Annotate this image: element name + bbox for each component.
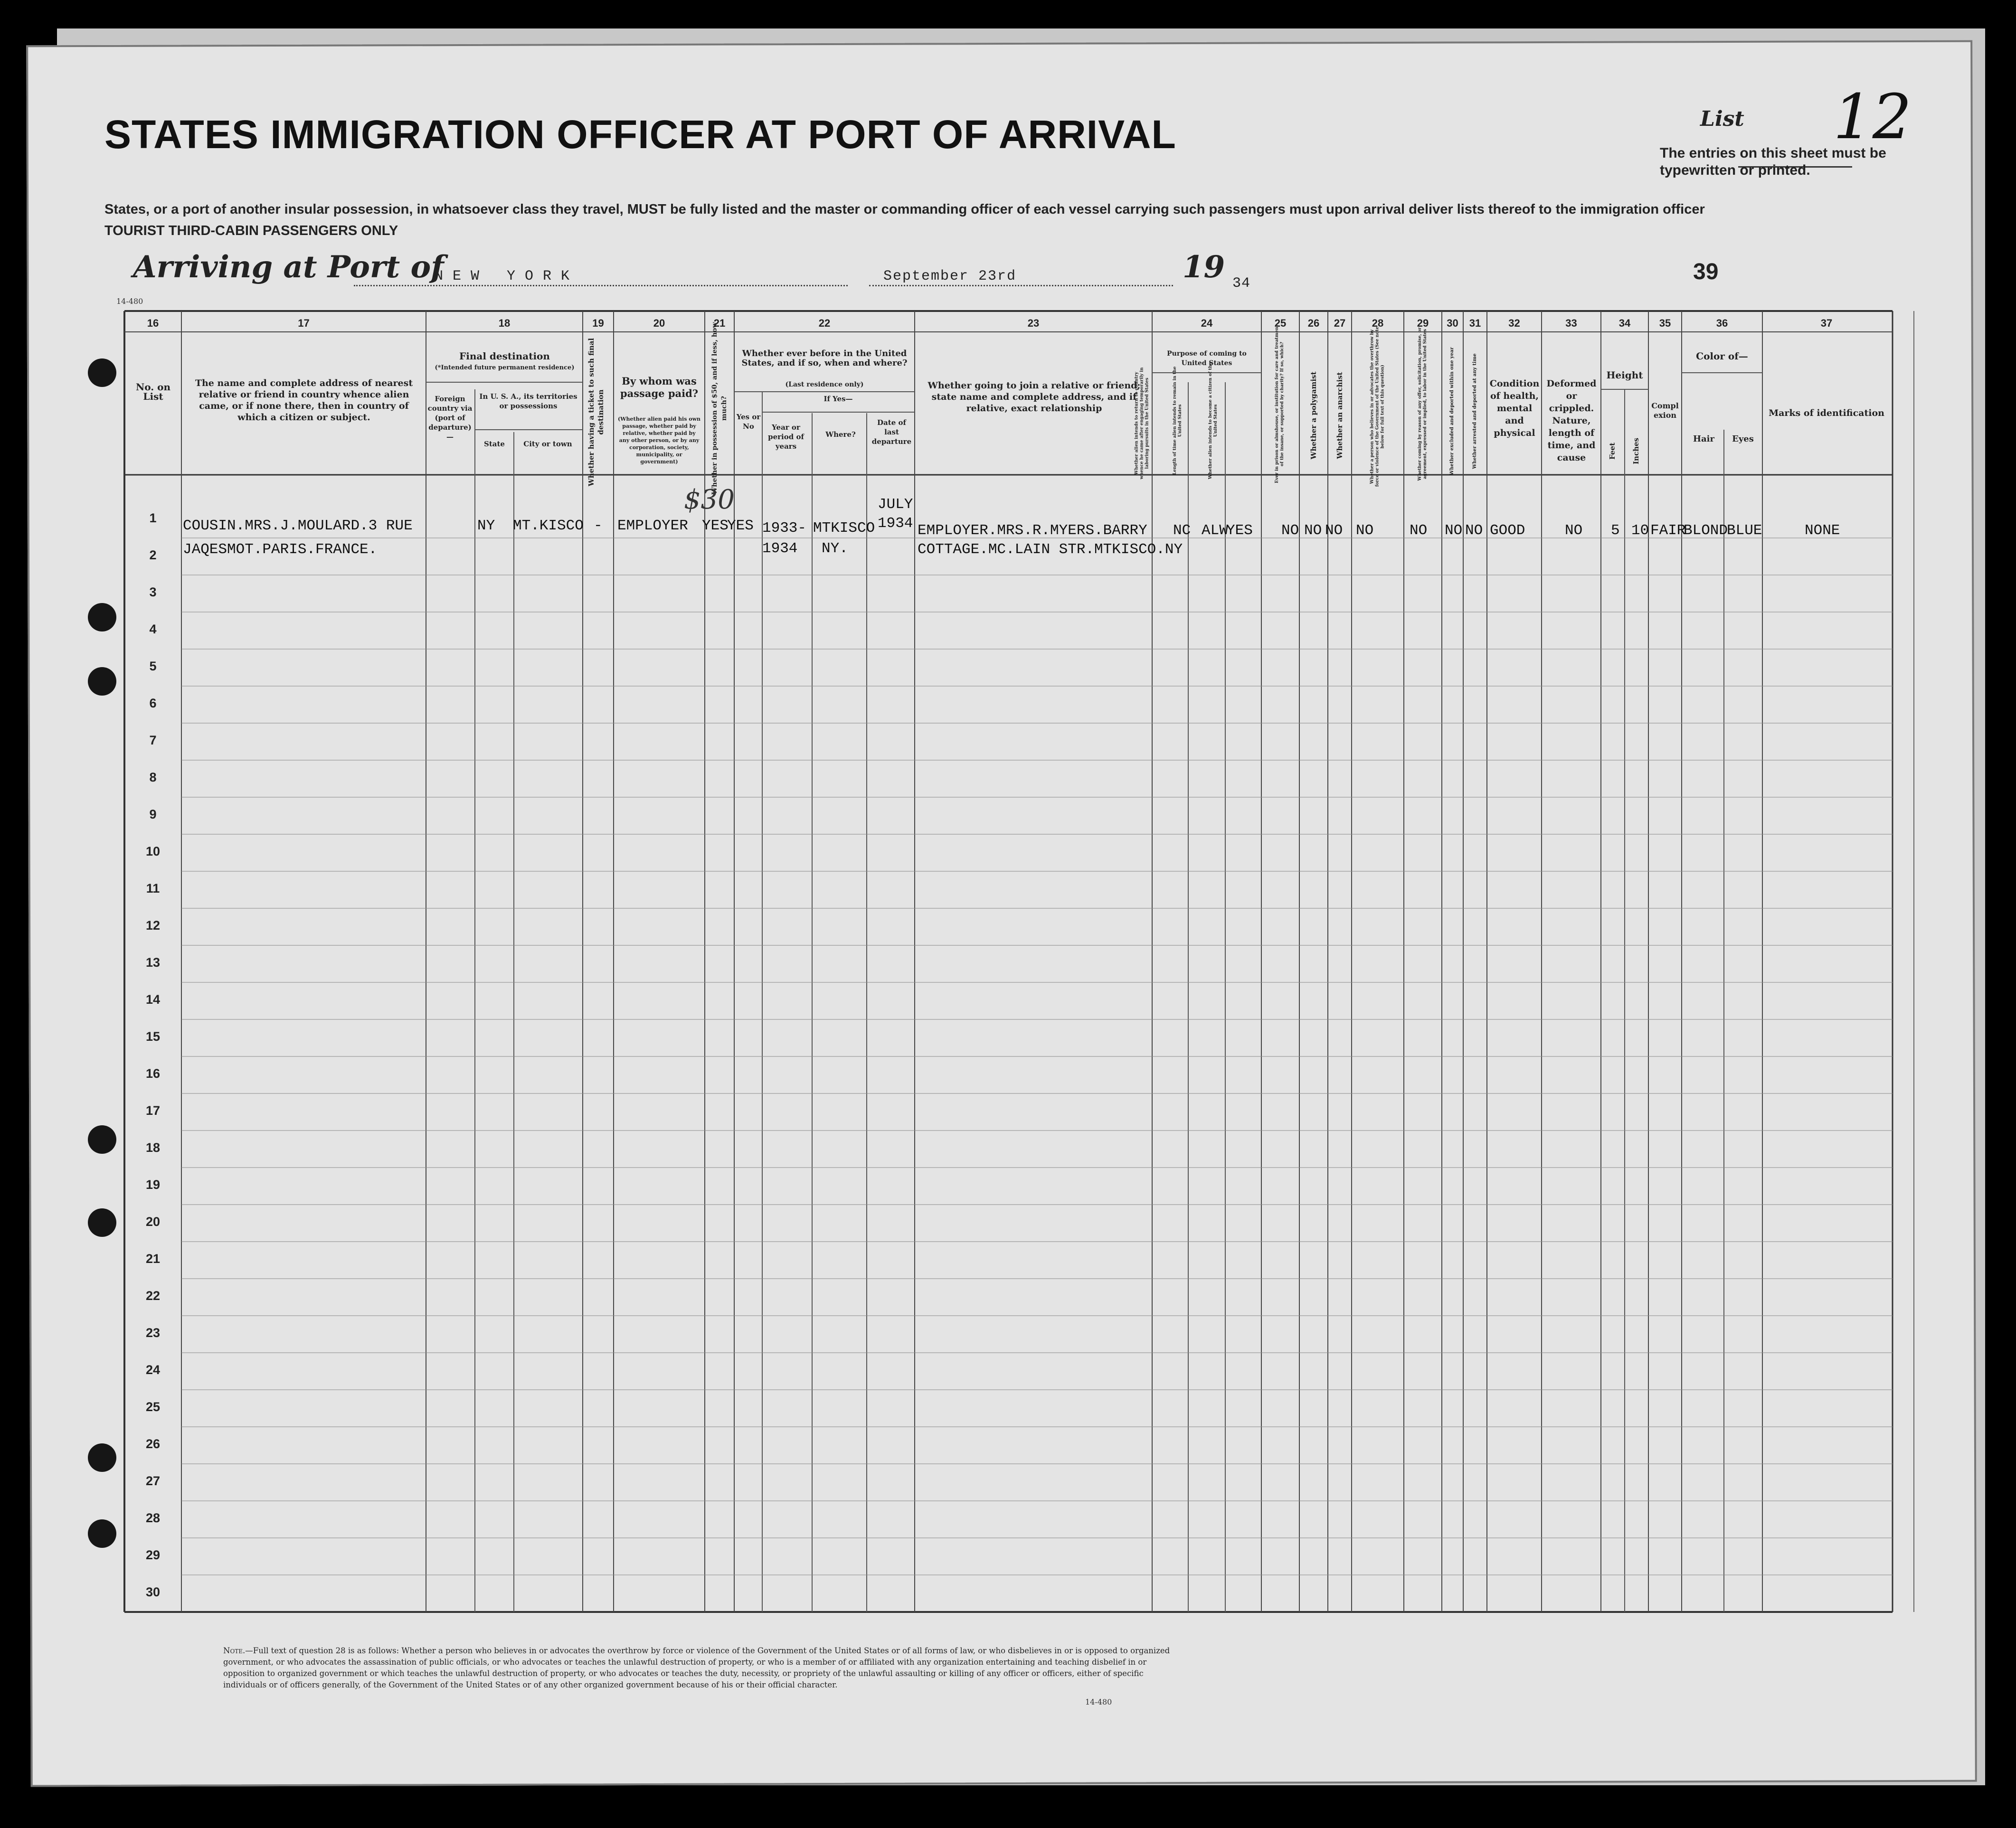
header-where: Where? xyxy=(825,430,856,439)
header-possession-50: Whether in possession of $50, and if less, how much? xyxy=(711,322,728,495)
entry-money-handwritten: $30 xyxy=(684,484,735,515)
row-number: 2 xyxy=(149,548,157,562)
row-number: 15 xyxy=(145,1029,161,1044)
header-intends-citizen: Whether alien intends to become a citizen of the United States xyxy=(1208,362,1218,480)
row-number: 24 xyxy=(145,1363,161,1377)
entry-length-stay: ALW xyxy=(1202,522,1228,539)
entry-return-country: NC xyxy=(1173,522,1191,539)
entry-where-line1: MTKISCO xyxy=(813,520,875,537)
arriving-label: Arriving at Port of xyxy=(133,249,444,285)
entry-deformed: NO xyxy=(1565,522,1583,539)
entry-departure-line1: JULY xyxy=(878,496,913,513)
entry-complexion: FAIR xyxy=(1650,522,1686,539)
col-num-16: 16 xyxy=(147,317,159,329)
header-in-usa: In U. S. A., its territories or possessions xyxy=(479,392,577,410)
header-height: Height xyxy=(1606,369,1643,381)
entry-state: NY xyxy=(477,518,495,534)
row-number: 11 xyxy=(146,881,160,895)
row-number: 23 xyxy=(145,1326,161,1340)
header-color-of: Color of— xyxy=(1696,350,1748,362)
entry-feet: 5 xyxy=(1611,522,1620,539)
header-last-residence-note: (Last residence only) xyxy=(785,381,864,388)
header-labor-offer: Whether coming by reason of any offer, solicitation, promise, or agreement, expressed or implied, to labor in the United States xyxy=(1418,327,1428,481)
col-num-30: 30 xyxy=(1447,317,1458,329)
entry-possession-50: YES xyxy=(702,518,729,534)
col-num-28: 28 xyxy=(1372,317,1384,329)
row-number: 17 xyxy=(145,1103,161,1118)
col-num-33: 33 xyxy=(1565,317,1577,329)
row-number: 10 xyxy=(145,844,161,858)
date-value: September 23rd xyxy=(883,268,1017,284)
col-num-23: 23 xyxy=(1027,317,1040,329)
header-overthrow: Whether a person who believes in or advocates the overthrow by force or violence of the Government of the United States (See note below for full text of this question) xyxy=(1370,326,1385,487)
row-number: 4 xyxy=(149,622,157,636)
col-num-32: 32 xyxy=(1508,317,1520,329)
row-number: 13 xyxy=(145,955,161,970)
header-excluded: Whether excluded and deported within one year xyxy=(1449,347,1455,475)
col-num-31: 31 xyxy=(1469,317,1481,329)
page-number: 39 xyxy=(1693,259,1719,284)
header-city: City or town xyxy=(523,440,572,448)
header-ticket: Whether having a ticket to such final destination xyxy=(587,338,605,487)
row-number: 20 xyxy=(145,1215,161,1229)
header-state: State xyxy=(484,440,505,448)
row-number: 12 xyxy=(145,918,161,933)
page-title: STATES IMMIGRATION OFFICER AT PORT OF ARRIVAL xyxy=(104,112,1176,157)
port-value: NEW YORK xyxy=(435,268,579,284)
footer-note xyxy=(223,1645,1173,1691)
row-number: 25 xyxy=(145,1400,161,1414)
row-number: 6 xyxy=(149,696,157,710)
entry-excluded: NO xyxy=(1445,522,1463,539)
header-inches: Inches xyxy=(1632,438,1640,464)
row-number: 28 xyxy=(145,1511,161,1525)
header-before-in-us: Whether ever before in the United States, and if so, when and where? xyxy=(741,349,908,368)
entry-prison: NO xyxy=(1281,522,1299,539)
entry-relative-line1: COUSIN.MRS.J.MOULARD.3 RUE xyxy=(183,518,413,534)
footer-note-text: —Full text of question 28 is as follows: Whether a person who believes in or advocates the overthrow by force or violence of the Government of the United States or of all forms of law, or who disbelieves in or is opposed to organized government, or who advocates the assassination of public officials, or who advocates or teaches the unlawful destruction of property, or who is a member of or affiliated with any organization entertaining and teaching disbelief in or opposition to organized government or which teaches the unlawful destruction of property, or who advocates or teaches the duty, necessity, or propriety of the unlawful assaulting or killing of any officer or officers, either of specific individuals or of officers generally, of the Government of the United States or of any other organized government because of his or their official character. xyxy=(223,1646,1170,1689)
entry-overthrow: NO xyxy=(1356,522,1374,539)
entry-ticket: - xyxy=(594,518,603,534)
col-num-25: 25 xyxy=(1274,317,1287,329)
row-number: 22 xyxy=(145,1289,161,1303)
entry-where-line2: NY. xyxy=(822,540,848,557)
col-num-34: 34 xyxy=(1618,317,1631,329)
header-deformed: Deformed or crippled. Nature, length of time, and cause xyxy=(1546,378,1597,463)
row-number: 7 xyxy=(149,733,157,747)
col-num-22: 22 xyxy=(818,317,831,329)
form-code: 14-480 xyxy=(116,297,143,306)
header-arrested: Whether arrested and deported at any time xyxy=(1472,353,1477,469)
header-intends-return: Whether alien intends to return to country whence he came after engaging temporarily in laboring pursuits in the United States xyxy=(1134,367,1150,480)
header-year-period: Year or period of years xyxy=(768,423,804,451)
row-number: 21 xyxy=(145,1252,161,1266)
col-num-29: 29 xyxy=(1417,317,1429,329)
entry-joining-line2: COTTAGE.MC.LAIN STR.MTKISCO.NY xyxy=(918,541,1183,558)
entry-joining-line1: EMPLOYER.MRS.R.MYERS.BARRY xyxy=(918,522,1147,539)
entry-citizen: YES xyxy=(1226,522,1253,539)
year-prefix: 19 xyxy=(1183,249,1225,285)
header-anarchist: Whether an anarchist xyxy=(1335,372,1344,459)
col-num-17: 17 xyxy=(298,317,310,329)
list-label: List xyxy=(1700,107,1744,131)
entry-marks: NONE xyxy=(1805,522,1840,539)
row-number: 16 xyxy=(145,1066,161,1081)
header-no-on-list: No. on List xyxy=(135,381,171,402)
header-if-yes: If Yes— xyxy=(823,395,853,403)
row-number: 14 xyxy=(145,992,161,1007)
entry-before-in-us: YES xyxy=(727,518,754,534)
row-number: 3 xyxy=(149,585,157,599)
col-num-26: 26 xyxy=(1307,317,1320,329)
header-polygamist: Whether a polygamist xyxy=(1309,371,1318,460)
entry-city: MT.KISCO xyxy=(513,518,584,534)
header-final-destination: Final destination xyxy=(459,350,550,362)
header-length-stay: Length of time alien intends to remain in the United States xyxy=(1173,366,1183,475)
header-passage-paid: By whom was passage paid? xyxy=(620,375,699,399)
col-num-37: 37 xyxy=(1820,317,1833,329)
footer-note-label: Note. xyxy=(223,1646,246,1655)
row-number: 5 xyxy=(149,659,157,673)
header-health: Condition of health, mental and physical xyxy=(1489,378,1540,438)
entry-years-line1: 1933- xyxy=(762,520,807,537)
entry-polygamist: NO xyxy=(1304,522,1322,539)
header-foreign-country: Foreign country via (port of departure)— xyxy=(427,395,473,441)
header-prison: Ever in prison or almshouse, or institution for care and treatment of the insane, or supported by charity? If so, which? xyxy=(1275,325,1285,483)
header-marks: Marks of identification xyxy=(1769,408,1884,418)
entry-inches: 10 xyxy=(1631,522,1649,539)
entry-labor-offer: NO xyxy=(1410,522,1428,539)
header-feet: Feet xyxy=(1608,443,1617,460)
list-number: 12 xyxy=(1833,81,1912,153)
row-number: 26 xyxy=(145,1437,161,1451)
header-final-destination-note: (*Intended future permanent residence) xyxy=(435,364,575,371)
row-number: 19 xyxy=(145,1178,161,1192)
row-number: 1 xyxy=(149,511,157,525)
col-num-21: 21 xyxy=(713,317,726,329)
entry-hair: BLOND xyxy=(1684,522,1728,539)
col-num-36: 36 xyxy=(1716,317,1728,329)
col-num-19: 19 xyxy=(592,317,604,329)
entry-deported: NO xyxy=(1465,522,1483,539)
header-hair: Hair xyxy=(1693,434,1714,444)
header-complexion: Complexion xyxy=(1651,401,1679,420)
row-number: 8 xyxy=(149,770,157,784)
class-line: TOURIST THIRD-CABIN PASSENGERS ONLY xyxy=(104,223,398,238)
entry-departure-line2: 1934 xyxy=(878,515,913,532)
entry-relative-line2: JAQESMOT.PARIS.FRANCE. xyxy=(183,541,378,558)
col-num-27: 27 xyxy=(1334,317,1346,329)
row-number: 29 xyxy=(145,1548,161,1562)
entry-years-line2: 1934 xyxy=(762,540,798,557)
entry-paid-by: EMPLOYER xyxy=(617,518,688,534)
entries-note: The entries on this sheet must be typewritten or printed. xyxy=(1660,145,1886,178)
year-suffix: 34 xyxy=(1232,275,1251,292)
row-number: 18 xyxy=(145,1140,161,1155)
row-number: 27 xyxy=(145,1474,161,1488)
col-num-18: 18 xyxy=(498,317,511,329)
col-num-20: 20 xyxy=(653,317,665,329)
header-purpose: Purpose of coming to United States xyxy=(1167,350,1247,367)
row-number: 9 xyxy=(149,807,157,821)
header-passage-note: (Whether alien paid his own passage, whether paid by relative, whether paid by any other person, or by any corporation, society, municipality, or government) xyxy=(617,416,701,465)
instructions-line: States, or a port of another insular possession, in whatsoever class they travel, MUST be fully listed and the master or commanding officer of each vessel carrying such passengers must upon arrival deliver lists thereof to the immigration officer xyxy=(104,202,1705,217)
header-yes-no: Yes or No xyxy=(736,413,761,431)
header-eyes: Eyes xyxy=(1732,434,1754,444)
entry-health: GOOD xyxy=(1490,522,1525,539)
header-last-departure: Date of last departure xyxy=(871,418,912,446)
col-num-35: 35 xyxy=(1659,317,1671,329)
footer-form-code: 14-480 xyxy=(1085,1697,1112,1706)
col-num-24: 24 xyxy=(1201,317,1213,329)
row-number: 30 xyxy=(145,1585,161,1599)
entry-eyes: BLUE xyxy=(1727,522,1762,539)
header-relative-address: The name and complete address of nearest relative or friend in country whence alien came, or if none there, then in country of which a citizen or subject. xyxy=(195,378,413,423)
entry-anarchist: NO xyxy=(1325,522,1343,539)
header-joining-relative: Whether going to join a relative or friend; state name and complete address, and if relative, exact relationship xyxy=(928,380,1141,414)
